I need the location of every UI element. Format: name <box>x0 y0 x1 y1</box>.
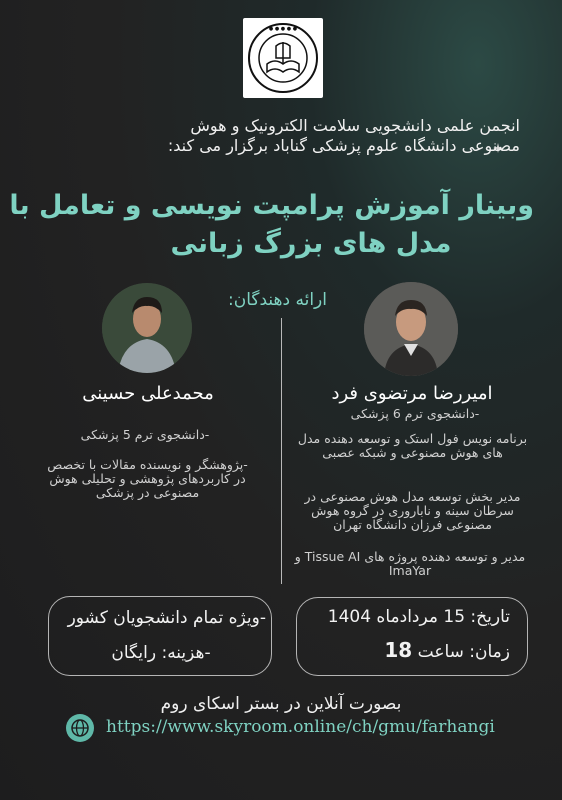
skyroom-link[interactable]: https://www.skyroom.online/ch/gmu/farhangi <box>106 717 495 737</box>
time-value: 18 <box>384 638 413 662</box>
webinar-title-line-2: مدل های بزرگ زبانی <box>170 228 452 259</box>
presenter-2-bullet-1: -پژوهشگر و نویسنده مقالات با تخصص در کاربردهای پژوهشی و تحلیلی هوش مصنوعی در پزشکی <box>47 457 248 500</box>
fee-text: -هزینه: رایگان <box>111 643 211 663</box>
presenters-divider <box>281 318 282 584</box>
globe-icon <box>66 714 94 742</box>
university-logo <box>243 18 323 98</box>
svg-text:● ● ● ● ●: ● ● ● ● ● <box>268 26 298 32</box>
presenter-2-degree: -دانشجوی ترم 5 پزشکی <box>80 427 210 442</box>
host-line-2: مصنوعی دانشگاه علوم پزشکی گناباد برگزار می کند: <box>167 136 520 155</box>
presenter-1-name: امیررضا مرتضوی فرد <box>331 383 493 404</box>
webinar-title-line-1: وبینار آموزش پرامپت نویسی و تعامل با <box>9 190 534 221</box>
university-seal-icon <box>243 18 323 98</box>
audience-text: -ویژه تمام دانشجویان کشور <box>67 608 266 628</box>
presenter-1-bullet-3: مدیر و توسعه دهنده پروژه های Tissue AI و ImaYar <box>294 549 526 578</box>
presenters-label: ارائه دهندگان: <box>228 290 327 310</box>
presenter-2-name: محمدعلی حسینی <box>82 383 214 404</box>
host-line-1: انجمن علمی دانشجویی سلامت الکترونیک و هوش <box>190 116 520 135</box>
presenter-2-photo <box>102 283 192 373</box>
online-platform-text: بصورت آنلاین در بستر اسکای روم <box>160 694 402 714</box>
presenter-1-bullet-1: برنامه نویس فول استک و توسعه دهنده مدل های هوش مصنوعی و شبکه عصبی <box>297 431 528 460</box>
presenter-1-photo <box>364 282 458 376</box>
event-time <box>300 638 510 662</box>
event-date: تاریخ: 15 مردادماه 1404 <box>327 607 510 627</box>
presenter-1-degree: -دانشجوی ترم 6 پزشکی <box>350 406 480 421</box>
time-label: زمان: ساعت <box>417 642 510 662</box>
presenter-1-bullet-2: مدیر بخش توسعه مدل هوش مصنوعی در سرطان سینه و ناباروری در گروه هوش مصنوعی فرزان دانشگاه تهران <box>304 489 521 532</box>
